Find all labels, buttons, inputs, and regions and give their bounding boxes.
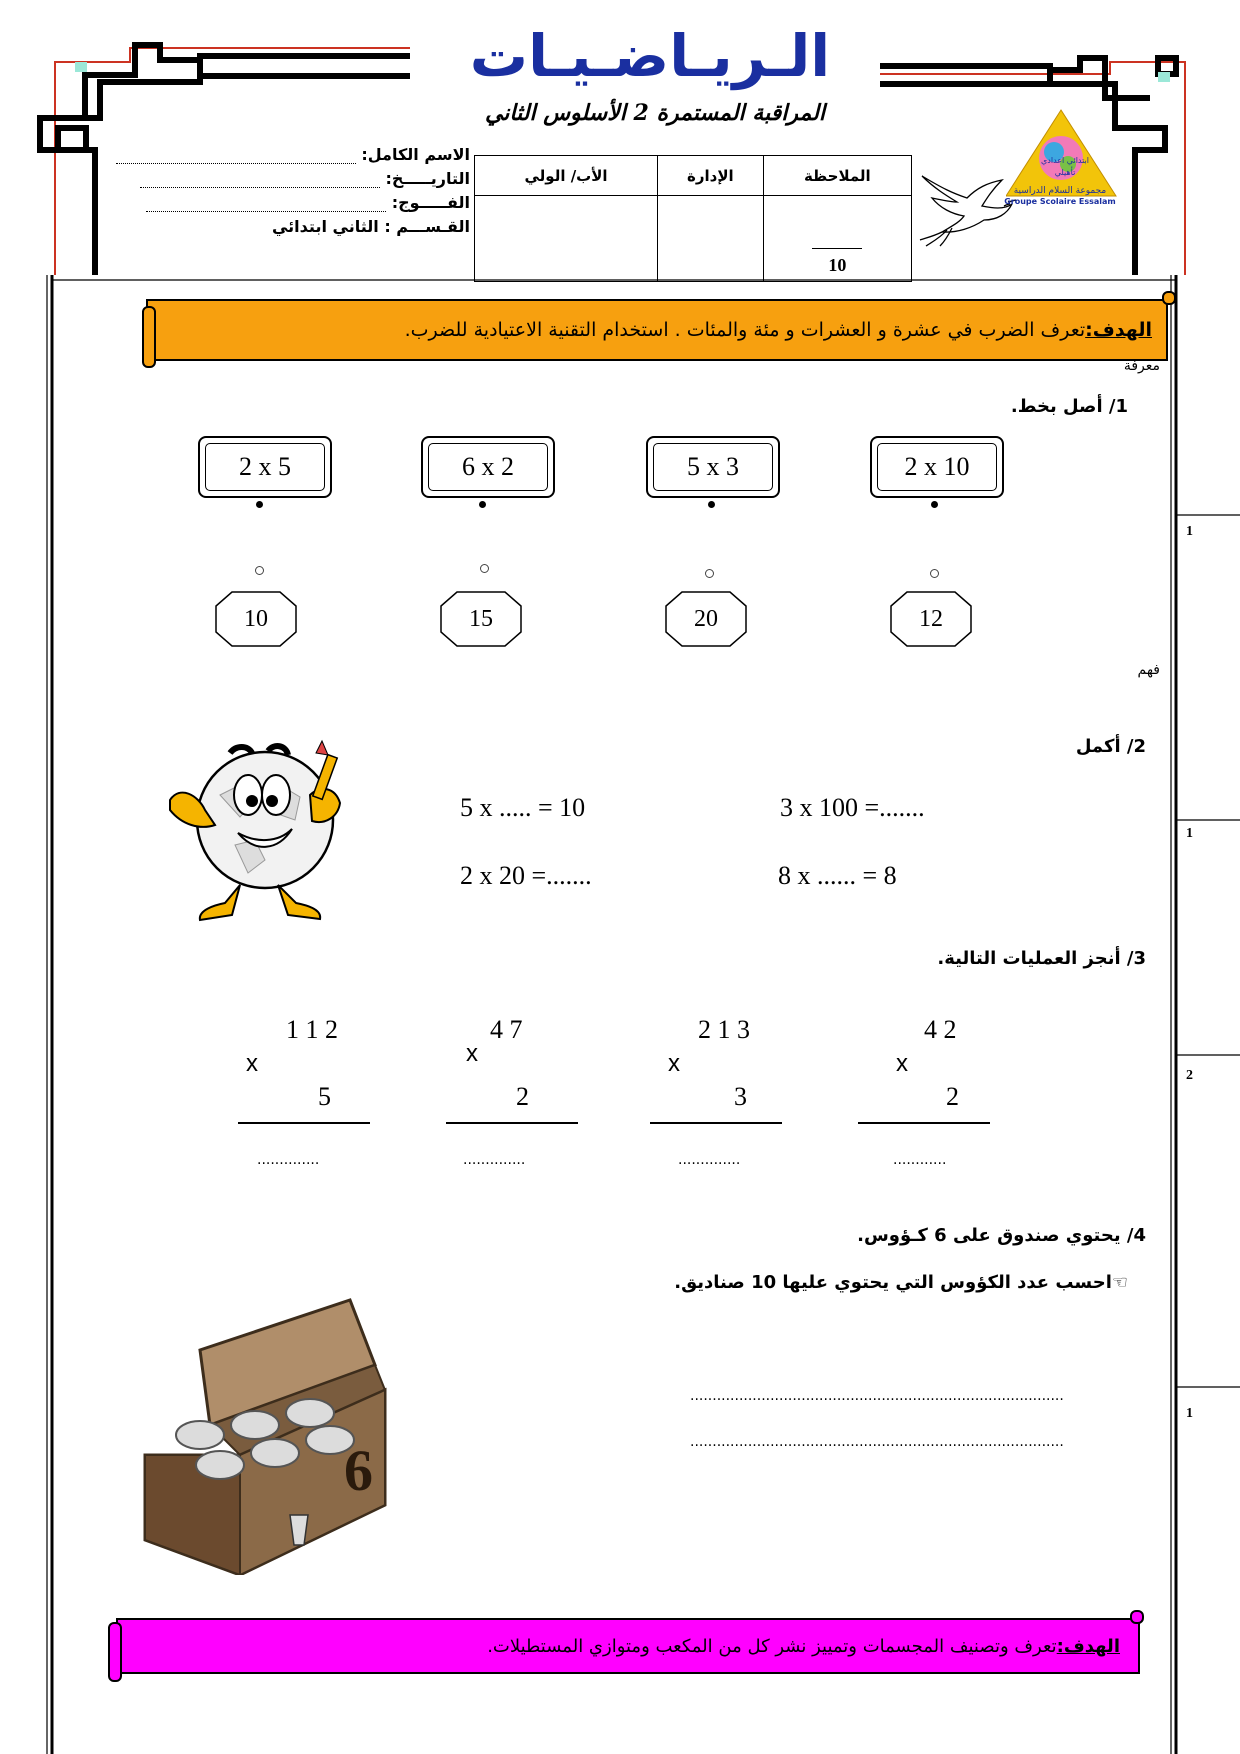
goal-2-scroll-top — [1130, 1610, 1144, 1624]
op1-result[interactable]: .............. — [257, 1152, 320, 1168]
op1-bottom: 5 — [318, 1082, 331, 1111]
max-score: 10 — [812, 248, 862, 276]
answer-2: 15 — [469, 605, 493, 632]
op4-sign: x — [896, 1050, 908, 1077]
goal-2-text: تعرف وتصنيف المجسمات وتمييز نشر كل من المكعب ومتوازي المستطيلات. — [487, 1635, 1057, 1657]
eq-2[interactable]: 3 x 100 =....... — [780, 793, 925, 822]
q2-title: 2/ أكمل — [1075, 736, 1146, 757]
op2-result[interactable]: .............. — [463, 1152, 526, 1168]
eq-4[interactable]: 8 x ...... = 8 — [778, 861, 897, 890]
q3-title: 3/ أنجز العمليات التالية. — [937, 948, 1146, 969]
op2-top: 4 7 — [490, 1015, 523, 1044]
class-label: القـســـم : — [384, 217, 470, 236]
goal-2-label: الهدف: — [1056, 1635, 1120, 1657]
op3-rule — [650, 1122, 782, 1124]
cup-box-icon — [140, 1295, 400, 1575]
op4-result[interactable]: ............ — [893, 1152, 947, 1168]
q4-title: 4/ يحتوي صندوق على 6 كـؤوس. — [857, 1225, 1146, 1246]
score-q1: 1 — [1186, 524, 1193, 539]
op2-rule — [446, 1122, 578, 1124]
logo-ar-name: مجموعة السلام الدراسية — [1013, 186, 1107, 196]
op1-top: 1 1 2 — [286, 1015, 338, 1044]
goal-1-label: الهدف: — [1085, 319, 1152, 341]
q4-prompt: ☜احسب عدد الكؤوس التي يحتوي عليها 10 صناديق. — [674, 1272, 1128, 1293]
op2-bottom: 2 — [516, 1082, 529, 1111]
answer-3: 20 — [694, 605, 718, 632]
expr-2: 6 x 2 — [428, 443, 548, 491]
logo-top-text: ابتدائي اعدادي — [1041, 156, 1089, 165]
answer-1: 10 — [244, 605, 268, 632]
op3-top: 2 1 3 — [698, 1015, 750, 1044]
op3-result[interactable]: .............. — [678, 1152, 741, 1168]
full-name-label: الاسم الكامل: — [361, 145, 470, 164]
op1-rule — [238, 1122, 370, 1124]
op4-bottom: 2 — [946, 1082, 959, 1111]
parent-header: الأب/ الولي — [475, 156, 658, 196]
logo-fr-name: Groupe Scolaire Essalam — [1004, 197, 1116, 206]
class-value: الثاني ابتدائي — [271, 217, 379, 236]
level-knowledge: معرفة — [1123, 358, 1160, 374]
eq-3[interactable]: 2 x 20 =....... — [460, 861, 592, 890]
exam-subtitle: المراقبة المستمرة 2 الأسلوس الثاني — [484, 100, 826, 126]
box-number: 6 — [344, 1438, 373, 1503]
logo-mid-text: تأهيلي — [1054, 168, 1076, 177]
answer-4: 12 — [919, 605, 943, 632]
octagon-shapes — [0, 0, 1240, 700]
goal-1-text: تعرف الضرب في عشرة و العشرات و مئة والمئات . استخدام التقنية الاعتيادية للضرب. — [404, 319, 1086, 341]
eq-1[interactable]: 5 x ..... = 10 — [460, 793, 586, 822]
score-q4: 1 — [1186, 1406, 1193, 1421]
op2-sign: x — [466, 1040, 478, 1067]
level-understanding: فهم — [1137, 662, 1160, 678]
q4-answer-line-1[interactable]: .................................................................................... — [690, 1388, 1064, 1404]
admin-header: الإدارة — [658, 156, 764, 196]
date-label: التاريـــــخ: — [385, 169, 470, 188]
score-q2: 1 — [1186, 826, 1193, 841]
expr-4: 2 x 10 — [877, 443, 997, 491]
op3-sign: x — [668, 1050, 680, 1077]
goal-banner-2 — [116, 1618, 1140, 1674]
score-q3: 2 — [1186, 1068, 1193, 1083]
q4-answer-line-2[interactable]: .................................................................................... — [690, 1434, 1064, 1450]
expr-3: 5 x 3 — [653, 443, 773, 491]
page-title: الـريـاضـيـات — [469, 22, 831, 90]
op4-rule — [858, 1122, 990, 1124]
q1-title: 1/ أصل بخط. — [1010, 396, 1128, 417]
goal-2-scroll-curl — [108, 1622, 122, 1682]
op1-sign: x — [246, 1050, 258, 1077]
expr-1: 2 x 5 — [205, 443, 325, 491]
op3-bottom: 3 — [734, 1082, 747, 1111]
remark-header: الملاحظة — [763, 156, 911, 196]
op4-top: 4 2 — [924, 1015, 957, 1044]
group-label: الفـــــوج: — [391, 193, 470, 212]
mascot-ball-icon — [160, 725, 360, 935]
